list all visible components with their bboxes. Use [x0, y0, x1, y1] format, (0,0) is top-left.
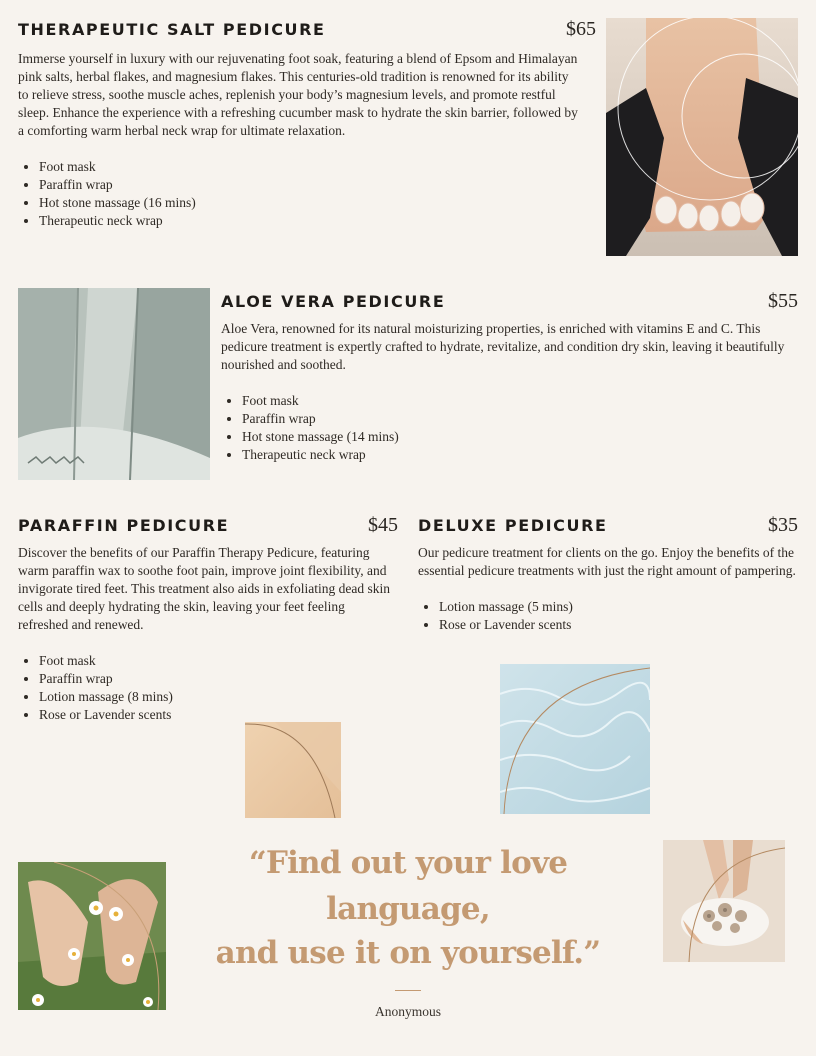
feature-item: • Lotion massage (8 mins)	[39, 688, 398, 706]
feature-item: • Hot stone massage (14 mins)	[242, 428, 798, 446]
feature-list	[221, 392, 798, 464]
service-description: Our pedicure treatment for clients on the go. Enjoy the benefits of the essential pedicure treatments with just the right amount of pampering.	[418, 545, 796, 578]
service-deluxe	[418, 516, 798, 634]
aloe-vera-photo	[18, 288, 210, 480]
service-title: DELUXE PEDICURE	[418, 516, 608, 535]
feature-item: • Paraffin wrap	[39, 176, 596, 194]
service-therapeutic-salt	[18, 20, 596, 230]
feature-item: • Therapeutic neck wrap	[39, 212, 596, 230]
feet-salt-photo	[606, 18, 798, 256]
shells-bowl-photo	[663, 840, 785, 962]
service-price: $55	[768, 290, 798, 312]
feature-item: • Foot mask	[39, 652, 398, 670]
service-paraffin	[18, 516, 398, 724]
water-photo	[500, 664, 650, 814]
feature-list	[18, 652, 398, 724]
feature-item: • Rose or Lavender scents	[39, 706, 398, 724]
service-title: PARAFFIN PEDICURE	[18, 516, 230, 535]
service-title: ALOE VERA PEDICURE	[221, 292, 446, 311]
quote-author: Anonymous	[374, 1004, 441, 1019]
service-price: $35	[768, 514, 798, 536]
feature-list	[18, 158, 596, 230]
service-description: Aloe Vera, renowned for its natural moisturizing properties, is enriched with vitamins E and C. This pedicure treatment is expertly crafted to hydrate, revitalize, and condition dry skin, leaving it beautifully nourished and soothed.	[221, 321, 785, 372]
feature-item: • Paraffin wrap	[242, 410, 798, 428]
feature-item: • Therapeutic neck wrap	[242, 446, 798, 464]
service-price: $45	[368, 514, 398, 536]
feature-item: • Foot mask	[242, 392, 798, 410]
quote-line-1: “Find out your love language,	[248, 845, 568, 927]
feature-item: • Hot stone massage (16 mins)	[39, 194, 596, 212]
service-aloe-vera	[221, 292, 798, 464]
service-description: Immerse yourself in luxury with our rejuvenating foot soak, featuring a blend of Epsom and Himalayan pink salts, herbal flakes, and magnesium flakes. This centuries-old tradition is renowned for its ability to relieve stress, soothe muscle aches, replenish your body’s magnesium levels, and promote restful sleep. Enhance the experience with a refreshing cucumber mask to hydrate the skin barrier, followed by a comforting warm herbal neck wrap for ultimate relaxation.	[18, 51, 578, 138]
sand-texture-photo	[245, 722, 341, 818]
feature-item: • Lotion massage (5 mins)	[439, 598, 798, 616]
feature-list	[418, 598, 798, 634]
feature-item: • Rose or Lavender scents	[439, 616, 798, 634]
feet-daisies-photo	[18, 862, 166, 1010]
quote-divider	[395, 990, 421, 991]
feature-item: • Paraffin wrap	[39, 670, 398, 688]
service-description: Discover the benefits of our Paraffin Therapy Pedicure, featuring warm paraffin wax to soothe foot pain, improve joint flexibility, and invigorate tired feet. This treatment also aids in exfoliating dead skin cells and deeply hydrating the skin, leaving your feet feeling refreshed and renewed.	[18, 545, 391, 632]
service-price: $65	[566, 18, 596, 40]
feature-item: • Foot mask	[39, 158, 596, 176]
service-title: THERAPEUTIC SALT PEDICURE	[18, 20, 326, 39]
quote-block	[168, 840, 648, 1020]
quote-line-2: and use it on yourself.”	[215, 935, 601, 971]
